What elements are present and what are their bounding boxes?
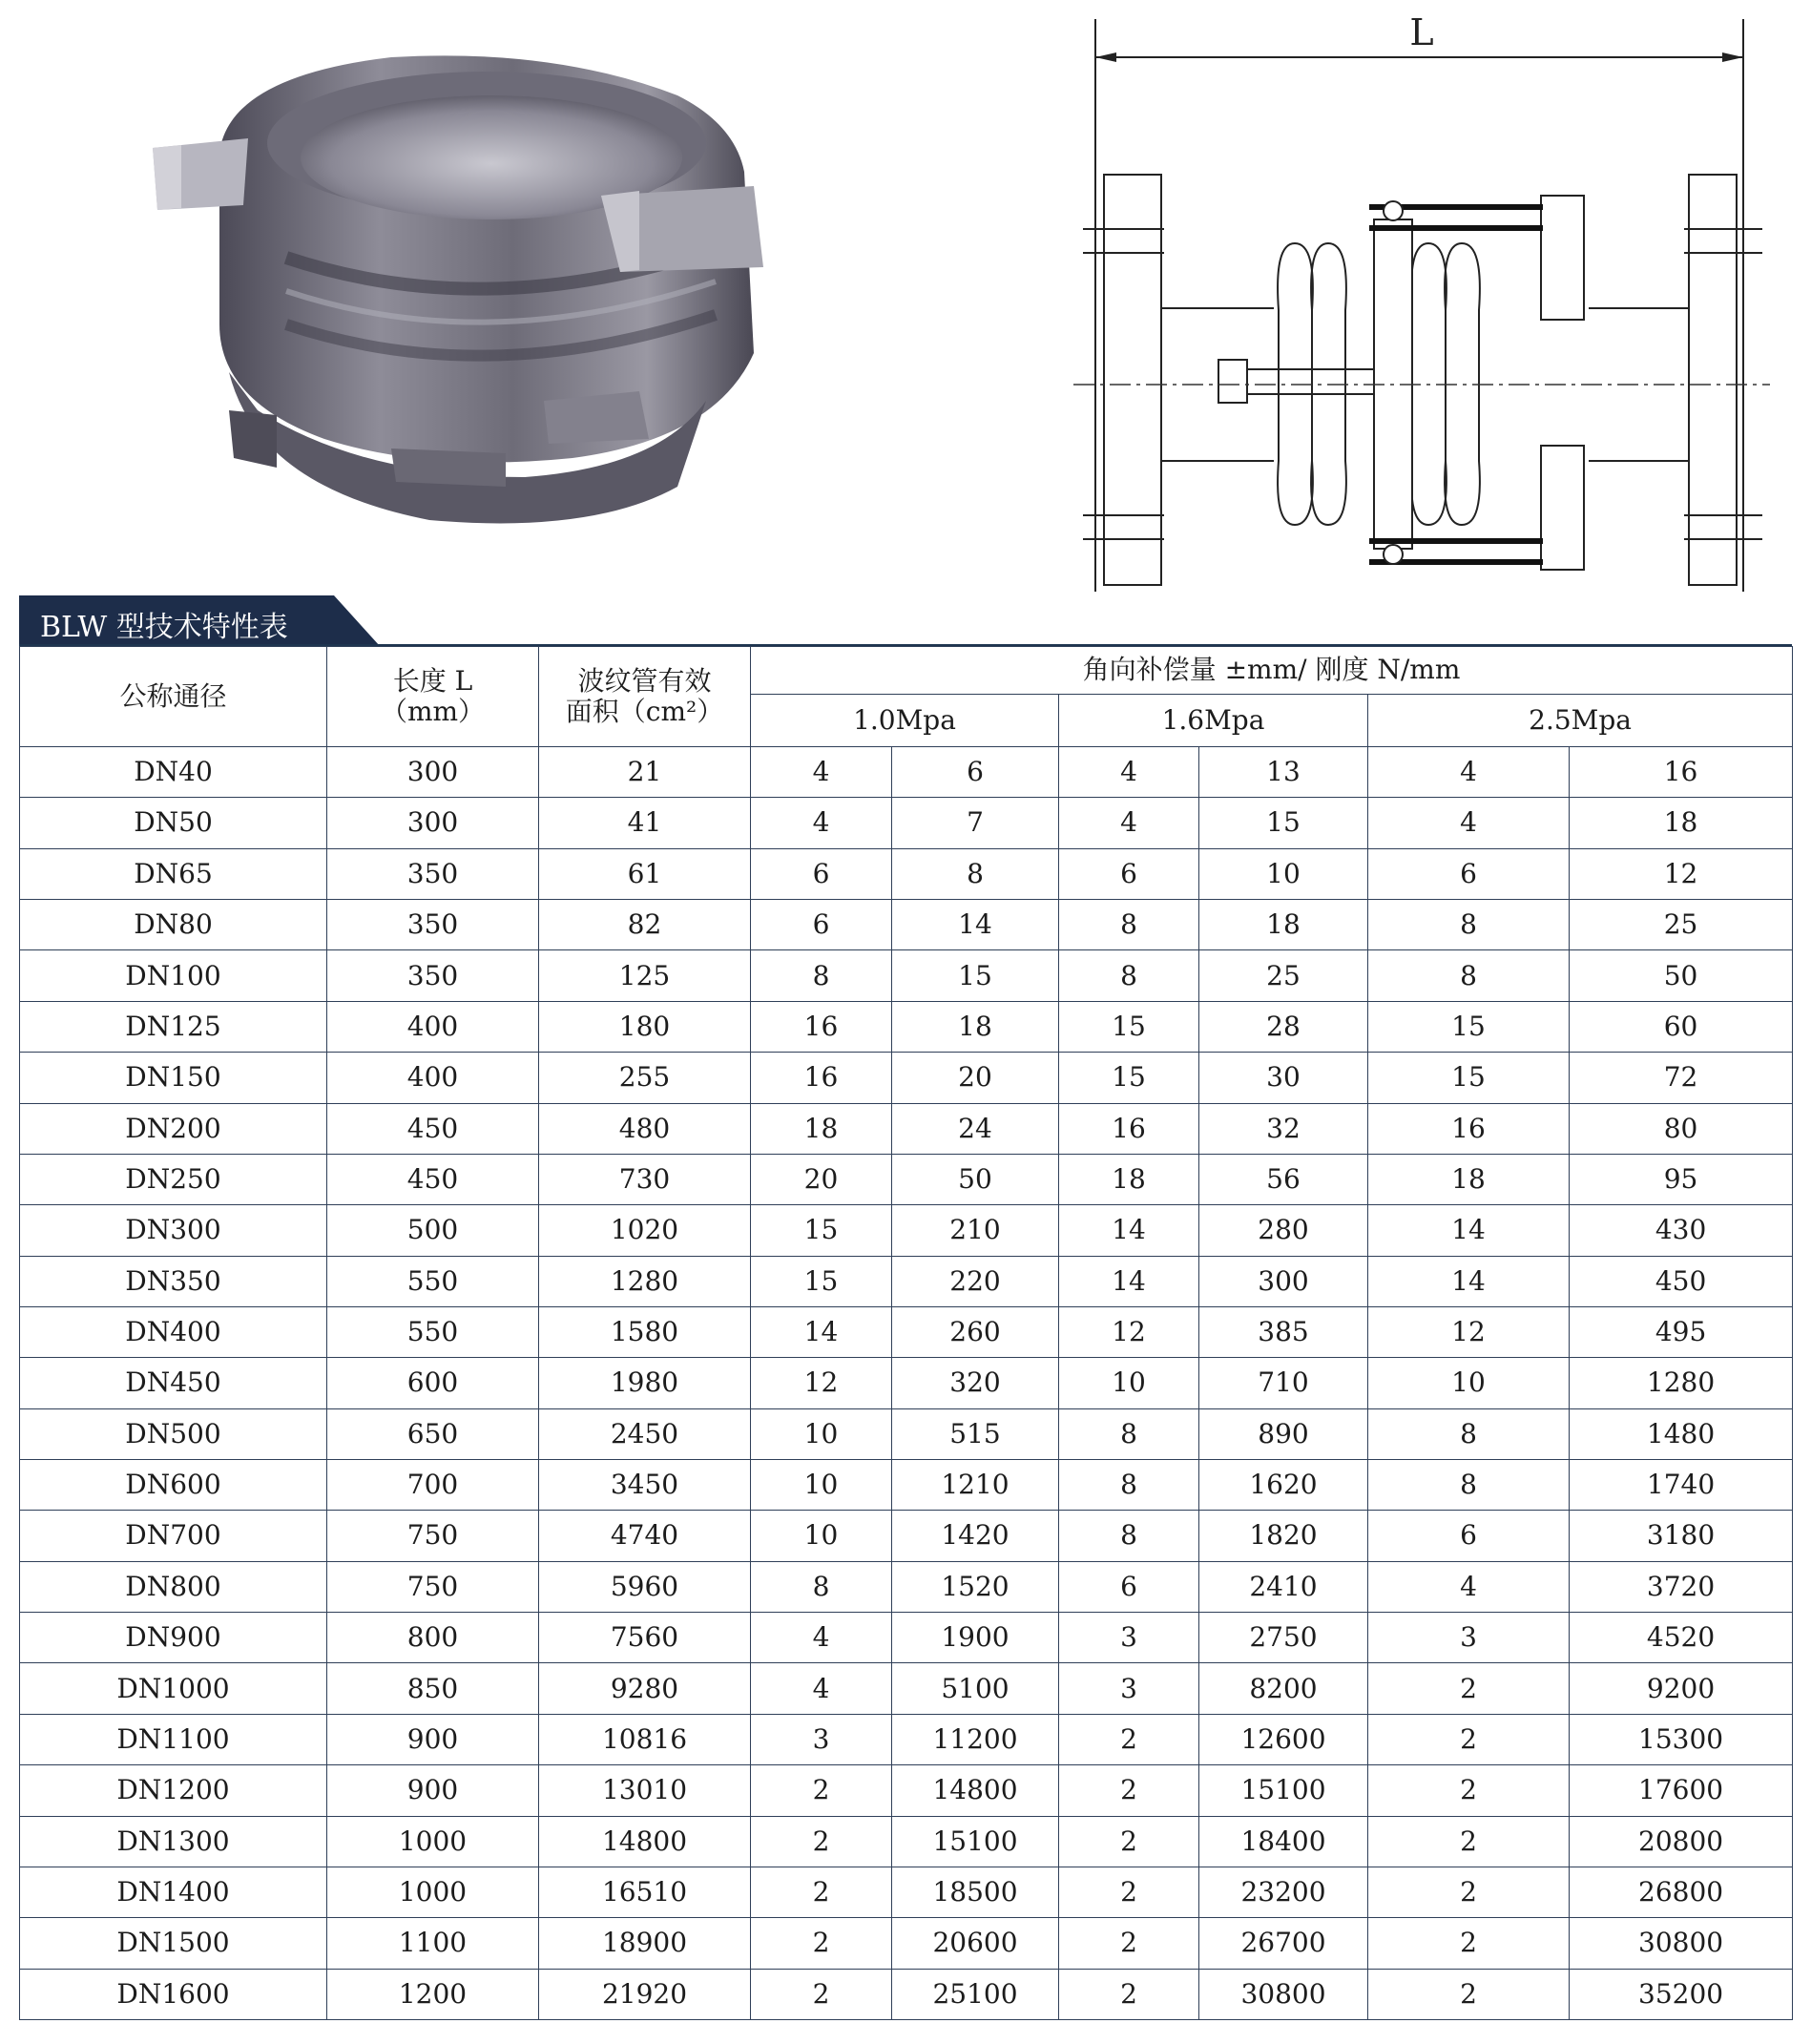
table-row <box>20 1613 1793 1663</box>
cell-length: 750 <box>327 1561 539 1612</box>
cell-p2-stiffness: 10 <box>1199 848 1368 899</box>
cell-p3-compensation: 10 <box>1368 1358 1570 1408</box>
cell-p3-stiffness: 95 <box>1570 1154 1793 1204</box>
cell-p1-compensation: 10 <box>751 1511 892 1561</box>
cell-p3-compensation: 14 <box>1368 1256 1570 1306</box>
cell-length: 550 <box>327 1306 539 1357</box>
cell-p3-compensation: 8 <box>1368 950 1570 1001</box>
cell-area: 14800 <box>539 1816 751 1867</box>
cell-nominal-diameter: DN65 <box>20 848 327 899</box>
cell-p3-stiffness: 35200 <box>1570 1969 1793 2019</box>
cell-length: 400 <box>327 1053 539 1103</box>
cell-p2-compensation: 14 <box>1059 1256 1199 1306</box>
technical-diagram <box>1054 5 1780 596</box>
cell-p3-compensation: 15 <box>1368 1001 1570 1052</box>
cell-p3-stiffness: 50 <box>1570 950 1793 1001</box>
cell-p3-compensation: 2 <box>1368 1765 1570 1816</box>
header-pressure-1: 1.0Mpa <box>751 695 1059 747</box>
cell-p2-compensation: 14 <box>1059 1205 1199 1256</box>
cell-p1-compensation: 3 <box>751 1714 892 1764</box>
cell-nominal-diameter: DN125 <box>20 1001 327 1052</box>
cell-p2-stiffness: 13 <box>1199 747 1368 798</box>
table-row <box>20 1103 1793 1154</box>
cell-p3-compensation: 2 <box>1368 1663 1570 1714</box>
cell-p3-stiffness: 1280 <box>1570 1358 1793 1408</box>
cell-p3-stiffness: 1480 <box>1570 1408 1793 1459</box>
cell-nominal-diameter: DN40 <box>20 747 327 798</box>
cell-p3-compensation: 4 <box>1368 798 1570 848</box>
cell-p1-compensation: 15 <box>751 1256 892 1306</box>
cell-nominal-diameter: DN1200 <box>20 1765 327 1816</box>
cell-p2-stiffness: 890 <box>1199 1408 1368 1459</box>
cell-p1-compensation: 2 <box>751 1867 892 1917</box>
cell-p1-stiffness: 320 <box>892 1358 1059 1408</box>
cell-length: 450 <box>327 1154 539 1204</box>
cell-p3-stiffness: 15300 <box>1570 1714 1793 1764</box>
cell-p1-stiffness: 14800 <box>892 1765 1059 1816</box>
cell-p2-stiffness: 710 <box>1199 1358 1368 1408</box>
cell-length: 700 <box>327 1460 539 1511</box>
cell-p1-stiffness: 18 <box>892 1001 1059 1052</box>
table-row <box>20 1969 1793 2019</box>
spec-table <box>19 646 1793 2020</box>
table-row <box>20 798 1793 848</box>
cell-p3-compensation: 8 <box>1368 1408 1570 1459</box>
table-row <box>20 1256 1793 1306</box>
header-area-line2: 面积（cm²） <box>565 696 724 727</box>
table-row <box>20 1663 1793 1714</box>
cell-p1-stiffness: 515 <box>892 1408 1059 1459</box>
cell-p2-stiffness: 18400 <box>1199 1816 1368 1867</box>
cell-length: 650 <box>327 1408 539 1459</box>
cell-p1-compensation: 10 <box>751 1460 892 1511</box>
cell-p2-stiffness: 25 <box>1199 950 1368 1001</box>
cell-area: 3450 <box>539 1460 751 1511</box>
cell-p1-compensation: 15 <box>751 1205 892 1256</box>
cell-p2-compensation: 16 <box>1059 1103 1199 1154</box>
cell-p3-stiffness: 495 <box>1570 1306 1793 1357</box>
cell-p3-stiffness: 16 <box>1570 747 1793 798</box>
cell-p3-stiffness: 430 <box>1570 1205 1793 1256</box>
cell-area: 1980 <box>539 1358 751 1408</box>
cell-p1-stiffness: 15100 <box>892 1816 1059 1867</box>
cell-p2-stiffness: 12600 <box>1199 1714 1368 1764</box>
cell-p3-stiffness: 17600 <box>1570 1765 1793 1816</box>
cell-area: 21920 <box>539 1969 751 2019</box>
cell-p1-compensation: 4 <box>751 1613 892 1663</box>
cell-p2-compensation: 2 <box>1059 1969 1199 2019</box>
cell-p3-stiffness: 9200 <box>1570 1663 1793 1714</box>
cell-p3-stiffness: 1740 <box>1570 1460 1793 1511</box>
cell-nominal-diameter: DN700 <box>20 1511 327 1561</box>
cell-p1-stiffness: 1210 <box>892 1460 1059 1511</box>
cell-p1-stiffness: 260 <box>892 1306 1059 1357</box>
header-pressure-2: 1.6Mpa <box>1059 695 1368 747</box>
cell-p2-compensation: 2 <box>1059 1765 1199 1816</box>
cell-p2-compensation: 8 <box>1059 1408 1199 1459</box>
cell-p2-stiffness: 30 <box>1199 1053 1368 1103</box>
cell-length: 900 <box>327 1714 539 1764</box>
cell-p2-compensation: 4 <box>1059 747 1199 798</box>
cell-p1-stiffness: 7 <box>892 798 1059 848</box>
cell-p2-compensation: 3 <box>1059 1663 1199 1714</box>
cell-p3-stiffness: 450 <box>1570 1256 1793 1306</box>
cell-nominal-diameter: DN600 <box>20 1460 327 1511</box>
spec-table-body <box>20 747 1793 2020</box>
table-row <box>20 1408 1793 1459</box>
cell-length: 800 <box>327 1613 539 1663</box>
cell-area: 5960 <box>539 1561 751 1612</box>
cell-nominal-diameter: DN800 <box>20 1561 327 1612</box>
cell-p1-compensation: 6 <box>751 900 892 950</box>
cell-p3-compensation: 2 <box>1368 1918 1570 1969</box>
cell-length: 1000 <box>327 1816 539 1867</box>
cell-p1-compensation: 8 <box>751 1561 892 1612</box>
cell-area: 480 <box>539 1103 751 1154</box>
cell-p1-stiffness: 20600 <box>892 1918 1059 1969</box>
cell-area: 13010 <box>539 1765 751 1816</box>
cell-p1-stiffness: 8 <box>892 848 1059 899</box>
cell-p2-stiffness: 8200 <box>1199 1663 1368 1714</box>
cell-length: 1000 <box>327 1867 539 1917</box>
cell-p3-stiffness: 3180 <box>1570 1511 1793 1561</box>
cell-p2-stiffness: 300 <box>1199 1256 1368 1306</box>
cell-p2-stiffness: 15100 <box>1199 1765 1368 1816</box>
cell-area: 16510 <box>539 1867 751 1917</box>
cell-p3-compensation: 2 <box>1368 1969 1570 2019</box>
cell-area: 61 <box>539 848 751 899</box>
cell-p3-compensation: 2 <box>1368 1867 1570 1917</box>
header-nominal-diameter: 公称通径 <box>20 647 327 747</box>
header-pressure-3: 2.5Mpa <box>1368 695 1793 747</box>
cell-nominal-diameter: DN200 <box>20 1103 327 1154</box>
cell-p3-stiffness: 12 <box>1570 848 1793 899</box>
cell-p3-compensation: 8 <box>1368 900 1570 950</box>
cell-p2-compensation: 8 <box>1059 900 1199 950</box>
cell-p2-stiffness: 56 <box>1199 1154 1368 1204</box>
cell-p1-stiffness: 15 <box>892 950 1059 1001</box>
cell-p2-compensation: 3 <box>1059 1613 1199 1663</box>
header-length-line1: 长度 L <box>392 664 473 697</box>
table-row <box>20 1816 1793 1867</box>
cell-p3-stiffness: 80 <box>1570 1103 1793 1154</box>
header-length-line2: （mm） <box>380 696 486 727</box>
cell-p2-stiffness: 385 <box>1199 1306 1368 1357</box>
cell-nominal-diameter: DN80 <box>20 900 327 950</box>
product-photo <box>143 38 811 553</box>
cell-p1-stiffness: 20 <box>892 1053 1059 1103</box>
cell-area: 1580 <box>539 1306 751 1357</box>
cell-p3-compensation: 12 <box>1368 1306 1570 1357</box>
table-row <box>20 1867 1793 1917</box>
cell-p1-compensation: 4 <box>751 1663 892 1714</box>
cell-p3-stiffness: 60 <box>1570 1001 1793 1052</box>
cell-p3-compensation: 15 <box>1368 1053 1570 1103</box>
cell-p2-stiffness: 2410 <box>1199 1561 1368 1612</box>
table-row <box>20 900 1793 950</box>
cell-p3-compensation: 16 <box>1368 1103 1570 1154</box>
cell-p1-compensation: 2 <box>751 1816 892 1867</box>
cell-p1-compensation: 16 <box>751 1053 892 1103</box>
cell-p1-stiffness: 11200 <box>892 1714 1059 1764</box>
cell-p2-compensation: 2 <box>1059 1714 1199 1764</box>
table-row <box>20 1918 1793 1969</box>
header-effective-area <box>539 647 751 747</box>
cell-p1-compensation: 16 <box>751 1001 892 1052</box>
cell-p1-compensation: 6 <box>751 848 892 899</box>
cell-length: 350 <box>327 848 539 899</box>
cell-p3-compensation: 4 <box>1368 747 1570 798</box>
table-title-bar <box>19 595 382 646</box>
cell-nominal-diameter: DN300 <box>20 1205 327 1256</box>
cell-p3-stiffness: 30800 <box>1570 1918 1793 1969</box>
cell-length: 350 <box>327 950 539 1001</box>
table-row <box>20 1001 1793 1052</box>
table-row <box>20 950 1793 1001</box>
cell-length: 1100 <box>327 1918 539 1969</box>
cell-area: 180 <box>539 1001 751 1052</box>
cell-p3-stiffness: 25 <box>1570 900 1793 950</box>
cell-p1-stiffness: 1900 <box>892 1613 1059 1663</box>
cell-p1-stiffness: 25100 <box>892 1969 1059 2019</box>
cell-p2-compensation: 4 <box>1059 798 1199 848</box>
cell-p2-stiffness: 32 <box>1199 1103 1368 1154</box>
cell-p2-compensation: 6 <box>1059 848 1199 899</box>
cell-area: 9280 <box>539 1663 751 1714</box>
cell-area: 41 <box>539 798 751 848</box>
cell-area: 2450 <box>539 1408 751 1459</box>
cell-p2-stiffness: 1820 <box>1199 1511 1368 1561</box>
cell-area: 1280 <box>539 1256 751 1306</box>
cell-p1-stiffness: 6 <box>892 747 1059 798</box>
cell-p1-compensation: 2 <box>751 1969 892 2019</box>
cell-length: 550 <box>327 1256 539 1306</box>
cell-p2-stiffness: 15 <box>1199 798 1368 848</box>
cell-nominal-diameter: DN1300 <box>20 1816 327 1867</box>
cell-nominal-diameter: DN1000 <box>20 1663 327 1714</box>
table-row <box>20 1154 1793 1204</box>
cell-p1-compensation: 2 <box>751 1918 892 1969</box>
cell-nominal-diameter: DN900 <box>20 1613 327 1663</box>
cell-p2-compensation: 2 <box>1059 1867 1199 1917</box>
cell-length: 750 <box>327 1511 539 1561</box>
cell-p1-stiffness: 5100 <box>892 1663 1059 1714</box>
cell-length: 500 <box>327 1205 539 1256</box>
cell-nominal-diameter: DN1500 <box>20 1918 327 1969</box>
cell-nominal-diameter: DN50 <box>20 798 327 848</box>
cell-nominal-diameter: DN1100 <box>20 1714 327 1764</box>
cell-p2-compensation: 2 <box>1059 1816 1199 1867</box>
cell-p2-compensation: 18 <box>1059 1154 1199 1204</box>
cell-length: 1200 <box>327 1969 539 2019</box>
cell-p2-stiffness: 18 <box>1199 900 1368 950</box>
cell-p1-compensation: 4 <box>751 747 892 798</box>
cell-area: 82 <box>539 900 751 950</box>
cell-area: 7560 <box>539 1613 751 1663</box>
cell-p3-compensation: 14 <box>1368 1205 1570 1256</box>
table-title: BLW 型技术特性表 <box>40 611 288 644</box>
cell-area: 730 <box>539 1154 751 1204</box>
table-row <box>20 1205 1793 1256</box>
cell-p3-stiffness: 26800 <box>1570 1867 1793 1917</box>
cell-p3-compensation: 18 <box>1368 1154 1570 1204</box>
header-area-line1: 波纹管有效 <box>577 664 712 697</box>
cell-p2-compensation: 8 <box>1059 1511 1199 1561</box>
cell-p3-compensation: 2 <box>1368 1816 1570 1867</box>
table-row <box>20 1460 1793 1511</box>
cell-p1-stiffness: 18500 <box>892 1867 1059 1917</box>
cell-p2-compensation: 12 <box>1059 1306 1199 1357</box>
cell-nominal-diameter: DN350 <box>20 1256 327 1306</box>
cell-nominal-diameter: DN250 <box>20 1154 327 1204</box>
cell-p2-stiffness: 280 <box>1199 1205 1368 1256</box>
cell-p1-compensation: 4 <box>751 798 892 848</box>
cell-p3-compensation: 8 <box>1368 1460 1570 1511</box>
table-row <box>20 1053 1793 1103</box>
cell-p2-stiffness: 23200 <box>1199 1867 1368 1917</box>
table-row <box>20 1306 1793 1357</box>
cell-length: 300 <box>327 747 539 798</box>
cell-p1-stiffness: 50 <box>892 1154 1059 1204</box>
cell-p2-compensation: 15 <box>1059 1053 1199 1103</box>
cell-p1-stiffness: 1420 <box>892 1511 1059 1561</box>
cell-nominal-diameter: DN450 <box>20 1358 327 1408</box>
cell-p2-compensation: 8 <box>1059 1460 1199 1511</box>
table-row <box>20 1511 1793 1561</box>
cell-nominal-diameter: DN1400 <box>20 1867 327 1917</box>
dimension-label: L <box>1409 11 1434 53</box>
cell-p3-compensation: 4 <box>1368 1561 1570 1612</box>
cell-p1-stiffness: 210 <box>892 1205 1059 1256</box>
table-row <box>20 1358 1793 1408</box>
cell-p2-compensation: 2 <box>1059 1918 1199 1969</box>
cell-p1-compensation: 20 <box>751 1154 892 1204</box>
cell-p3-compensation: 2 <box>1368 1714 1570 1764</box>
cell-nominal-diameter: DN150 <box>20 1053 327 1103</box>
table-row <box>20 848 1793 899</box>
cell-p1-stiffness: 24 <box>892 1103 1059 1154</box>
cell-p1-compensation: 8 <box>751 950 892 1001</box>
table-row <box>20 1561 1793 1612</box>
table-row <box>20 1765 1793 1816</box>
table-row <box>20 1714 1793 1764</box>
header-compensation: 角向补偿量 ±mm/ 刚度 N/mm <box>751 647 1793 695</box>
cell-area: 125 <box>539 950 751 1001</box>
header-length <box>327 647 539 747</box>
cell-length: 450 <box>327 1103 539 1154</box>
cell-area: 18900 <box>539 1918 751 1969</box>
cell-p1-compensation: 14 <box>751 1306 892 1357</box>
cell-area: 10816 <box>539 1714 751 1764</box>
cell-p2-compensation: 8 <box>1059 950 1199 1001</box>
cell-p3-stiffness: 20800 <box>1570 1816 1793 1867</box>
cell-length: 300 <box>327 798 539 848</box>
cell-p1-stiffness: 14 <box>892 900 1059 950</box>
cell-p1-compensation: 2 <box>751 1765 892 1816</box>
cell-p2-stiffness: 28 <box>1199 1001 1368 1052</box>
cell-area: 255 <box>539 1053 751 1103</box>
cell-p3-compensation: 6 <box>1368 1511 1570 1561</box>
cell-p2-stiffness: 30800 <box>1199 1969 1368 2019</box>
cell-nominal-diameter: DN500 <box>20 1408 327 1459</box>
cell-length: 900 <box>327 1765 539 1816</box>
cell-p1-compensation: 12 <box>751 1358 892 1408</box>
cell-area: 21 <box>539 747 751 798</box>
cell-p3-compensation: 3 <box>1368 1613 1570 1663</box>
cell-p3-stiffness: 72 <box>1570 1053 1793 1103</box>
cell-p2-stiffness: 26700 <box>1199 1918 1368 1969</box>
cell-p2-compensation: 6 <box>1059 1561 1199 1612</box>
cell-p1-compensation: 10 <box>751 1408 892 1459</box>
cell-nominal-diameter: DN400 <box>20 1306 327 1357</box>
cell-p3-stiffness: 3720 <box>1570 1561 1793 1612</box>
cell-p3-stiffness: 4520 <box>1570 1613 1793 1663</box>
cell-p2-stiffness: 1620 <box>1199 1460 1368 1511</box>
cell-area: 4740 <box>539 1511 751 1561</box>
cell-p1-stiffness: 220 <box>892 1256 1059 1306</box>
cell-p2-compensation: 15 <box>1059 1001 1199 1052</box>
cell-nominal-diameter: DN100 <box>20 950 327 1001</box>
cell-length: 850 <box>327 1663 539 1714</box>
cell-length: 400 <box>327 1001 539 1052</box>
table-row <box>20 747 1793 798</box>
cell-p1-compensation: 18 <box>751 1103 892 1154</box>
cell-length: 350 <box>327 900 539 950</box>
cell-p3-compensation: 6 <box>1368 848 1570 899</box>
cell-nominal-diameter: DN1600 <box>20 1969 327 2019</box>
cell-p1-stiffness: 1520 <box>892 1561 1059 1612</box>
cell-length: 600 <box>327 1358 539 1408</box>
cell-p2-compensation: 10 <box>1059 1358 1199 1408</box>
cell-area: 1020 <box>539 1205 751 1256</box>
cell-p2-stiffness: 2750 <box>1199 1613 1368 1663</box>
cell-p3-stiffness: 18 <box>1570 798 1793 848</box>
